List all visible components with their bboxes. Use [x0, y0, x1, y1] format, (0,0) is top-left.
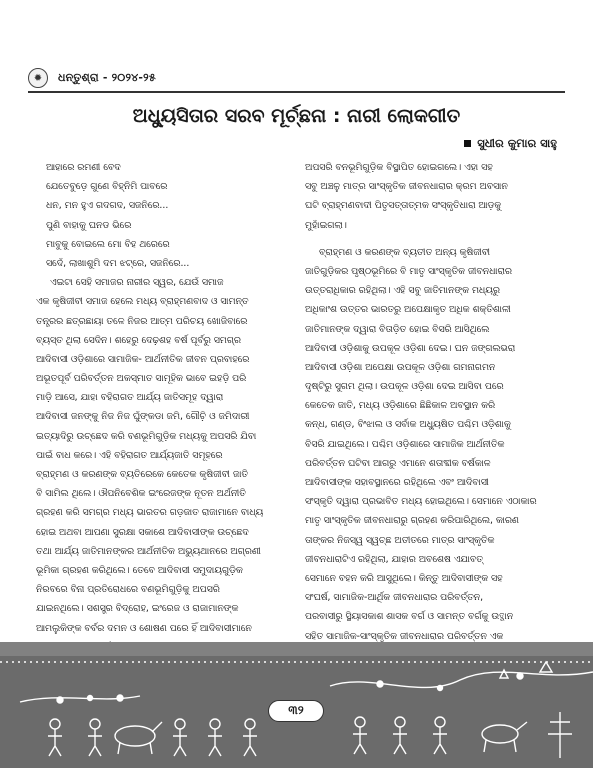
text-line: ଯାଇନଥିଲେ। ସଶସ୍ତ୍ର ବିଦ୍ରୋହ, ଇଂରେଜ ଓ ରାଜାମାନଙ୍କ: [36, 603, 239, 615]
text-line: ଜାତିଗୁଡ଼ିକର ପୃଷ୍ଠଭୂମିରେ ବି ମାତୃ ସାଂସ୍କୃତିକ ଜୀବନଧାରାର: [305, 265, 512, 277]
text-line: କେତେକ ଜାତି, ମଧ୍ୟ ଓଡ଼ିଶାରେ ଛିଛିକାଳ ଅବସ୍ଥାନ କରି: [305, 400, 496, 412]
verse-line: ସଦେଁ, ଲାଖାଶୁମି ଦମ ଝଟ୍ରେ, ସଜନିରେ...: [46, 257, 190, 269]
text-line: ତନ୍ତ୍ରର ଛତ୍ରଛାୟା ତଳେ ନିଜର ଆତ୍ମ ପରିଚୟ ଖୋଜିବାରେ: [36, 315, 248, 327]
text-line: ଅଧିକାଂଶ ଉତ୍ତର ଭାରତରୁ ଅପେକ୍ଷାକୃତ ଅଧିକ ଶକ୍ତିଶାଳୀ: [305, 304, 511, 316]
text-line: ବ୍ୟସ୍ତ ଥିଲା ସେଦିନ। ଶହେରୁ ଦେଢ଼ଶହ ବର୍ଷ ପୂର୍ବରୁ ସମଗ୍ର: [36, 334, 241, 346]
text-line: ଆଦିବାସୀ ଜନଙ୍କୁ ନିଜ ନିଜ ଘୁଁଙ୍କଡା ଜମି, ଗୌଚ଼ି ଓ ଜମିଦାରୀ: [36, 411, 250, 423]
text-line: ଅପସରି ବନଭୂମିଗୁଡ଼ିକ ବିସ୍ଥାପିତ ହୋଇଗଲେ। ଏହା ସହ: [305, 162, 493, 173]
text-line: ବ୍ରାହ୍ମଣ ଓ କରଣଙ୍କ ବ୍ୟତୀତ ଅନ୍ୟ କୃଷିଜୀବୀ: [319, 246, 491, 258]
text-line: ଆଦିବାସୀ ଓଡ଼ିଶାରେ ସାମାଜିକ- ଆର୍ଥନୀତିକ ଜୀବନ ପ୍ରବାହରେ: [36, 353, 250, 365]
text-line: ଏଇଟା ସେହି ସମାଜର ନାରୀର ସ୍ୱର, ଯେଉଁ ସମାଜ: [50, 277, 224, 289]
article-title: ଅଧ୍ୟୁସିତାର ସରବ ମୂର୍ଚ୍ଛନା : ନାରୀ ଲୋକଗୀତ: [132, 105, 461, 127]
text-line: ସହିତ ସାମାଜିକ-ସାଂସ୍କୃତିକ ଜୀବନଧାରାର ପରିବର୍ତ୍ତନ ଏକ: [305, 630, 504, 642]
text-line: ସଂସ୍କୃତି ଦ୍ୱାରା ପ୍ରଭାବିତ ମଧ୍ୟ ହୋଇଥିଲେ। ସେମାନେ ଏଠାକାର: [305, 496, 537, 508]
text-line: ଆଦିବାସୀଙ୍କ ସହାବସ୍ଥାନରେ ରହିଥିଲେ ଏବଂ ଆଦିବାସୀ: [305, 477, 489, 488]
text-line: ଏକ କୃଷିଜୀବୀ ସମାଜ ହେଲେ ମଧ୍ୟ ବ୍ରାହ୍ମଣବାଦ ଓ ସାମନ୍ତ: [36, 296, 249, 308]
verse-line: ଯେତେବୁଡ଼େ ଗୁଣେ ବିହ୍ନିମି ପାବରେ: [46, 181, 168, 193]
verse-line: ମାବୁକୁ ବୋଇଲେ ମୋ ବିହ ଥରେରେ: [46, 238, 170, 250]
text-line: ଆଦିବାସୀ ଓଡ଼ିଶାକୁ ଉପକୂଳ ଓଡ଼ିଶା ଦେଇ। ଘନ ଜଙ୍ଗଲଭରା: [305, 342, 516, 354]
text-line: ଘଟି ବ୍ରାହ୍ମଣବାଦୀ ପିତୃସତ୍ତାତ୍ମକ ସଂସ୍କୃତିଧାରା ଆଡ଼କୁ: [305, 200, 502, 212]
text-line: ତାଙ୍କର ନିଜସ୍ୱ ସ୍ୱଚ୍ଛ ଅତୀତରେ ମାତ୍ର ସାଂସ୍କୃତିକ: [305, 534, 495, 546]
text-line: କନ୍ଧ, ଗଣ୍ଡ, ବିଂଝାଲ ଓ ସର୍ବାକ ଅଧ୍ୟୁଷିତ ପଶ୍ଚିମ ଓଡ଼ିଶାକୁ: [305, 419, 511, 431]
text-line: ମୁହାଁଇଗଲା।: [305, 219, 347, 231]
text-line: ସଂଘର୍ଷ, ସାମାଜିକ-ଆର୍ଥିକ ଜୀବନଧାରାର ପରିବର୍ତ୍ତନ,: [305, 592, 484, 604]
text-line: ଭୂମିକା ଗ୍ରହଣ କରିଥିଲେ। ତେବେ ଆଦିବାସୀ ସମୁଦାୟଗୁଡ଼ିକ: [36, 564, 243, 576]
text-line: ସବୁ ଅଞ୍ଚଳୁ ମାତ୍ର ସାଂସ୍କୃତିକ ଜୀବନଧାରାର କ୍ରମ ଅବସାନ: [305, 181, 508, 193]
text-line: ମାତୃ ସାଂସ୍କୃତିକ ଜୀବନଧାରାରୁ ଗ୍ରହଣ କରିପାରିଥିଲେ, କାରଣ: [305, 515, 519, 527]
text-line: ମାଡ଼ି ଆସେ, ଯାହା ବହିରାଗତ ଆର୍ଯ୍ୟ ଜାତିସମୂହ ଦ୍ୱାରା: [36, 392, 224, 404]
verse-block: [36, 158, 278, 273]
body-text: [36, 273, 278, 676]
text-line: ଜୀବନଧାରାଟିଏ ରହିଥିଲା, ଯାହାର ଅବଶେଷ ଏଯାବତ୍: [305, 553, 483, 565]
text-line: ତଥା ଆର୍ଯ୍ୟ ଜାତିମାନଙ୍କର ଆର୍ଥନୀତିକ ଅଭ୍ୟୁଥାନରେ ଅଗ୍ରଣୀ: [36, 545, 261, 557]
journal-name: ଧନ୍ତୁଶ୍ରା - ୨୦୨୪-୨୫: [58, 71, 156, 84]
text-line: ବି ସାମିଲ ଥିଲେ। ଔପନିବେଶିକ ଇଂରେଜଙ୍କ ନୂତନ ଅର୍ଥନୀତି: [36, 488, 246, 500]
text-line: ପାଇଁ ବାଧ କରେ। ଏହି ବହିରାଗତ ଆର୍ଯ୍ୟଜାତି ସମୂହରେ: [36, 449, 223, 461]
square-bullet-icon: [464, 140, 471, 147]
text-line: ଜାତିମାନଙ୍କ ଦ୍ୱାରା ବିତାଡ଼ିତ ହୋଇ ବିସରି ଆସିଥିଲେ: [305, 323, 490, 335]
text-line: ହୋଇ ଅଥବା ଆପଣା ସୁରକ୍ଷା ସକାଶେ ଆଦିବାସୀଙ୍କ ଉଚ୍ଛେଦ: [36, 526, 249, 538]
right-column: [305, 158, 547, 684]
author-byline: [464, 136, 557, 151]
emblem-icon: ✹: [28, 68, 48, 88]
header-divider: [28, 91, 565, 93]
text-line: ଅଭୂତପୂର୍ବ ପରିବର୍ତ୍ତନ ଅକସ୍ମାତ ସାମୂହିକ ଭାବେ ଇହଡ଼ି ପରି: [36, 373, 247, 385]
text-line: ବିସରି ଯାଇଥିଲେ। ପଶ୍ଚିମ ଓଡ଼ିଶାରେ ସାମାଜିକ ଆର୍ଥନୀତିକ: [305, 438, 505, 450]
text-line: [305, 235, 547, 243]
text-line: ବ୍ରାହ୍ମଣ ଓ କରଣଙ୍କ ବ୍ୟତିରେକେ କେତେକ କୃଷିଜୀବୀ ଜାତି: [36, 469, 249, 480]
journal-header: [28, 68, 565, 88]
author-name: ସୁଧୀର କୁମାର ସାହୁ: [477, 136, 557, 150]
text-line: ଉତ୍ତରାଧିକାର ରହିଥିଲା। ଏହି ସବୁ ଜାତିମାନଙ୍କ ମଧ୍ୟରୁ: [305, 285, 500, 297]
text-line: ଆଦିବାସୀ ଓଡ଼ିଶା ଅପେକ୍ଷା ଉପକୂଳ ଓଡ଼ିଶା ଗମନାଗମନ: [305, 361, 496, 373]
text-line: ନିରବରେ ବିନା ପ୍ରତିରୋଧରେ ବଣଭୂମିଗୁଡ଼ିକୁ ଅପସରି: [36, 584, 220, 596]
text-line: ଆମଲୁକିଙ୍କ ବର୍ବର ଦମନ ଓ ଶୋଷଣ ପରେ ହିଁ ଆଦିବାସୀମାନେ: [36, 622, 252, 634]
verse-line: ଆହାରେ ରମଣୀ ବେଦ: [46, 162, 121, 173]
text-line: ଇତ୍ୟାଦିରୁ ଉଚ୍ଛେଦ କରି ବଣଭୂମିଗୁଡ଼ିକ ମଧ୍ୟକୁ ଅପସରି ଯିବା: [36, 430, 257, 442]
text-line: ଦୃଷ୍ଟିରୁ ସୁଗମ ଥିଲା। ଉପକୂଳ ଓଡ଼ିଶା ଦେଇ ଆସିବା ପରେ: [305, 381, 504, 393]
verse-line: ପୁଣି ବାହାକୁ ଘନଡ ଭିରେ: [46, 219, 132, 231]
text-line: ସେମାନେ ବହନ କରି ଆସୁଥିଲେ। କିନ୍ତୁ ଆଦିବାସୀଙ୍କ ସହ: [305, 572, 503, 584]
body-text: [305, 158, 547, 684]
verse-line: ଧନ, ମନ ହୁଏ ଗଦଗଦ, ସଜନିରେ...: [46, 200, 169, 212]
page-number: ୩୨: [268, 700, 324, 722]
left-column: [36, 158, 278, 676]
text-line: ପରବାସୀରୁ ସ୍ଥିୟାସକାଶ ଶାସକ ବର୍ଗ ଓ ସାମନ୍ତ ବର୍ଗକୁ ଉତ୍ଥାନ: [305, 611, 514, 623]
text-line: ଗ୍ରହଣ କରି ସମଗ୍ର ମଧ୍ୟ ଭାରତର ଗଡ଼ଜାତ ରାଜାମାନେ ବାଧ୍ୟ: [36, 507, 264, 519]
text-line: ପରିବର୍ତ୍ତନ ଘଟିବା ଆଗରୁ ଏମାନେ ଶତାବ୍ଦୀକ ବର୍ଷକାଳ: [305, 457, 491, 469]
